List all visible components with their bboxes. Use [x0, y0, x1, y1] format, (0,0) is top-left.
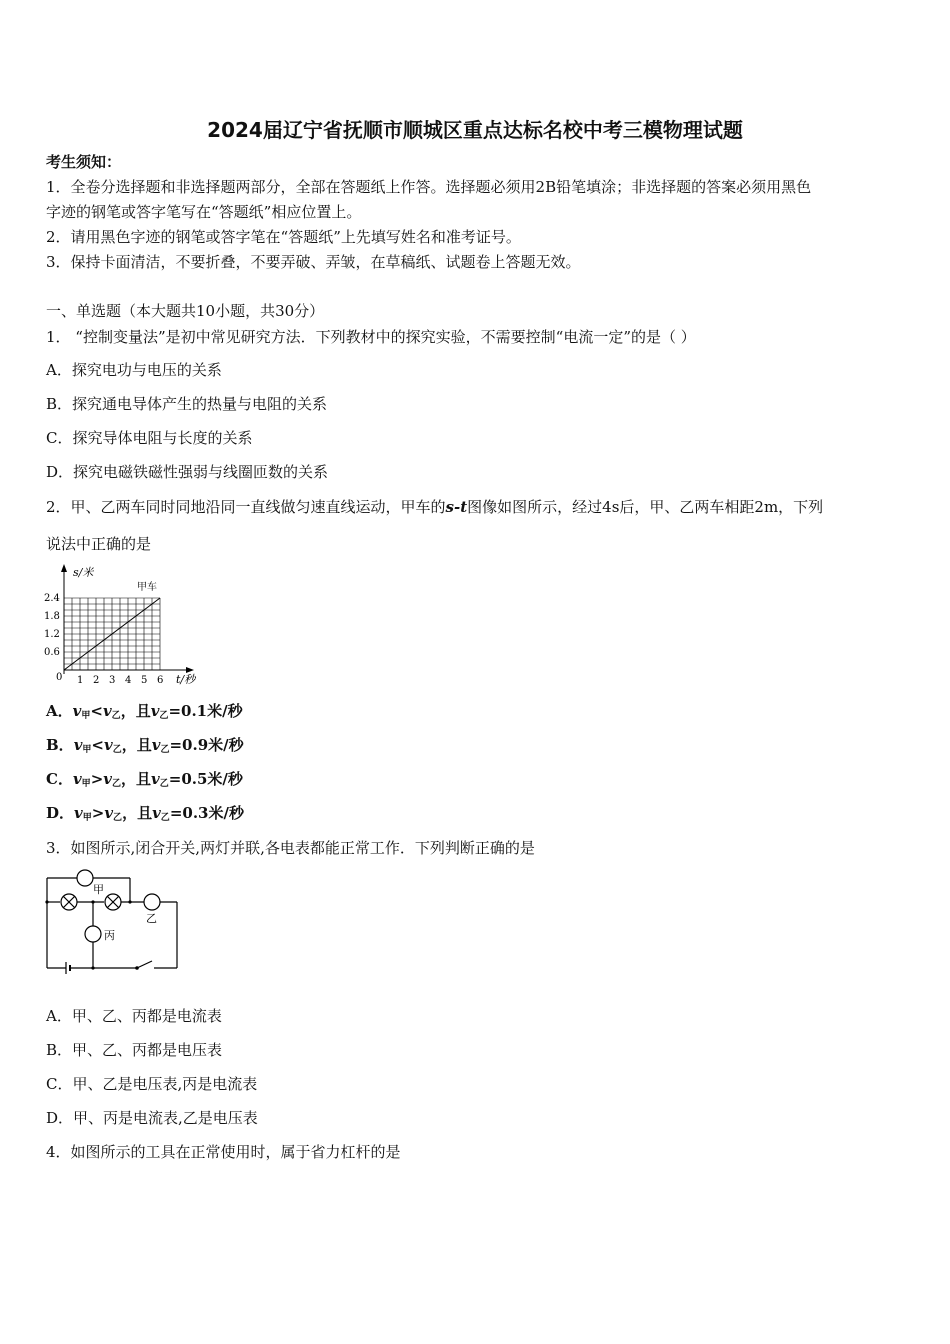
relation: > — [91, 804, 105, 822]
question-4-stem: 4．如图所示的工具在正常使用时，属于省力杠杆的是 — [46, 1143, 401, 1161]
v-symbol: v — [150, 702, 160, 720]
junction-dot — [45, 900, 48, 903]
x-axis-label: t/秒 — [176, 673, 196, 686]
junction-dot — [91, 900, 94, 903]
y-tick-label: 1.2 — [44, 629, 60, 640]
y-tick-label: 0.6 — [44, 647, 60, 658]
st-graph — [40, 562, 210, 692]
circuit-diagram — [40, 866, 190, 976]
value: =0.1米/秒 — [168, 702, 243, 720]
page-title: 2024届辽宁省抚顺市顺城区重点达标名校中考三模物理试题 — [207, 118, 743, 142]
q2-option-d — [46, 803, 244, 828]
option-label: A． — [46, 702, 73, 720]
option-label: C． — [46, 770, 73, 788]
x-tick-label: 6 — [157, 675, 164, 686]
subscript: 乙 — [159, 711, 169, 721]
q2-stem-variable: s-t — [445, 498, 468, 516]
meter-yi-label: 乙 — [146, 912, 157, 925]
relation: < — [91, 736, 104, 754]
subscript: 甲 — [82, 745, 92, 755]
subscript: 甲 — [82, 813, 92, 823]
section-heading: 一、单选题（本大题共10小题，共30分） — [46, 302, 325, 320]
notice-line: 1．全卷分选择题和非选择题两部分，全部在答题纸上作答。选择题必须用2B铅笔填涂；非选择题的答案必须用黑色 — [46, 178, 812, 196]
value: =0.3米/秒 — [169, 804, 244, 822]
subscript: 乙 — [160, 813, 170, 823]
q2-option-a — [46, 701, 243, 726]
option-label: B． — [46, 736, 74, 754]
relation: > — [90, 770, 104, 788]
v-symbol: v — [104, 736, 113, 754]
subscript: 乙 — [111, 779, 121, 789]
q1-option-c: C．探究导体电阻与长度的关系 — [46, 429, 253, 447]
connector: ，且 — [121, 770, 152, 788]
question-2-stem — [46, 497, 823, 517]
v-symbol: v — [152, 804, 161, 822]
question-3-stem: 3．如图所示,闭合开关,两灯并联,各电表都能正常工作．下列判断正确的是 — [46, 839, 535, 857]
q2-stem-part: 图像如图所示，经过4s后，甲、乙两车相距2m，下列 — [467, 498, 824, 516]
junction-dot — [128, 900, 131, 903]
x-tick-label: 2 — [93, 675, 100, 686]
value: =0.9米/秒 — [169, 736, 244, 754]
meter-bing — [85, 926, 101, 942]
subscript: 乙 — [112, 745, 122, 755]
v-symbol: v — [72, 770, 82, 788]
y-axis-label: s/米 — [73, 566, 94, 579]
relation: < — [90, 702, 103, 720]
q1-option-a: A．探究电功与电压的关系 — [46, 361, 222, 379]
v-symbol: v — [74, 804, 83, 822]
notice-heading: 考生须知： — [46, 153, 122, 171]
meter-jia-label: 甲 — [93, 883, 104, 896]
subscript: 乙 — [160, 745, 170, 755]
meter-yi — [144, 894, 160, 910]
meter-bing-label: 丙 — [104, 929, 115, 942]
x-tick-label: 1 — [77, 675, 84, 686]
x-tick-label: 4 — [125, 675, 132, 686]
y-tick-label: 2.4 — [44, 593, 60, 604]
v-symbol: v — [102, 702, 112, 720]
q1-option-d: D．探究电磁铁磁性强弱与线圈匝数的关系 — [46, 463, 329, 481]
notice-line: 2．请用黑色字迹的钢笔或答字笔在“答题纸”上先填写姓名和准考证号。 — [46, 228, 521, 246]
series-label: 甲车 — [137, 582, 157, 593]
v-symbol: v — [73, 736, 83, 754]
q2-stem-part: 2．甲、乙两车同时同地沿同一直线做匀速直线运动，甲车的 — [46, 498, 446, 516]
v-symbol: v — [72, 702, 82, 720]
origin-label: 0 — [56, 672, 63, 683]
connector: ，且 — [120, 702, 151, 720]
v-symbol: v — [103, 770, 112, 788]
subscript: 乙 — [111, 711, 121, 721]
q2-option-b — [46, 735, 244, 760]
q3-option-b: B．甲、乙、丙都是电压表 — [46, 1041, 223, 1059]
q3-option-a: A．甲、乙、丙都是电流表 — [46, 1007, 222, 1025]
x-tick-label: 5 — [141, 675, 148, 686]
q1-option-b: B．探究通电导体产生的热量与电阻的关系 — [46, 395, 328, 413]
q2-option-c — [46, 769, 243, 794]
subscript: 乙 — [159, 779, 169, 789]
v-symbol: v — [151, 736, 161, 754]
connector: ，且 — [122, 804, 153, 822]
switch-blade — [137, 961, 152, 968]
meter-jia — [77, 870, 93, 886]
q3-option-c: C．甲、乙是电压表,丙是电流表 — [46, 1075, 258, 1093]
value: =0.5米/秒 — [168, 770, 243, 788]
junction-dot — [91, 966, 94, 969]
x-tick-label: 3 — [109, 675, 116, 686]
y-axis-arrow — [61, 564, 67, 572]
q3-option-d: D．甲、丙是电流表,乙是电压表 — [46, 1109, 258, 1127]
v-symbol: v — [151, 770, 160, 788]
y-tick-label: 1.8 — [44, 611, 60, 622]
subscript: 乙 — [113, 813, 123, 823]
notice-line: 3．保持卡面清洁，不要折叠，不要弄破、弄皱，在草稿纸、试题卷上答题无效。 — [46, 253, 581, 271]
subscript: 甲 — [81, 711, 91, 721]
question-1-stem: 1． “控制变量法”是初中常见研究方法．下列教材中的探究实验，不需要控制“电流一定”的是（ ） — [46, 328, 696, 346]
option-label: D． — [46, 804, 75, 822]
subscript: 甲 — [81, 779, 91, 789]
v-symbol: v — [104, 804, 114, 822]
connector: ，且 — [121, 736, 152, 754]
notice-line: 字迹的钢笔或答字笔写在“答题纸”相应位置上。 — [46, 203, 362, 221]
question-2-stem-cont: 说法中正确的是 — [46, 535, 152, 553]
